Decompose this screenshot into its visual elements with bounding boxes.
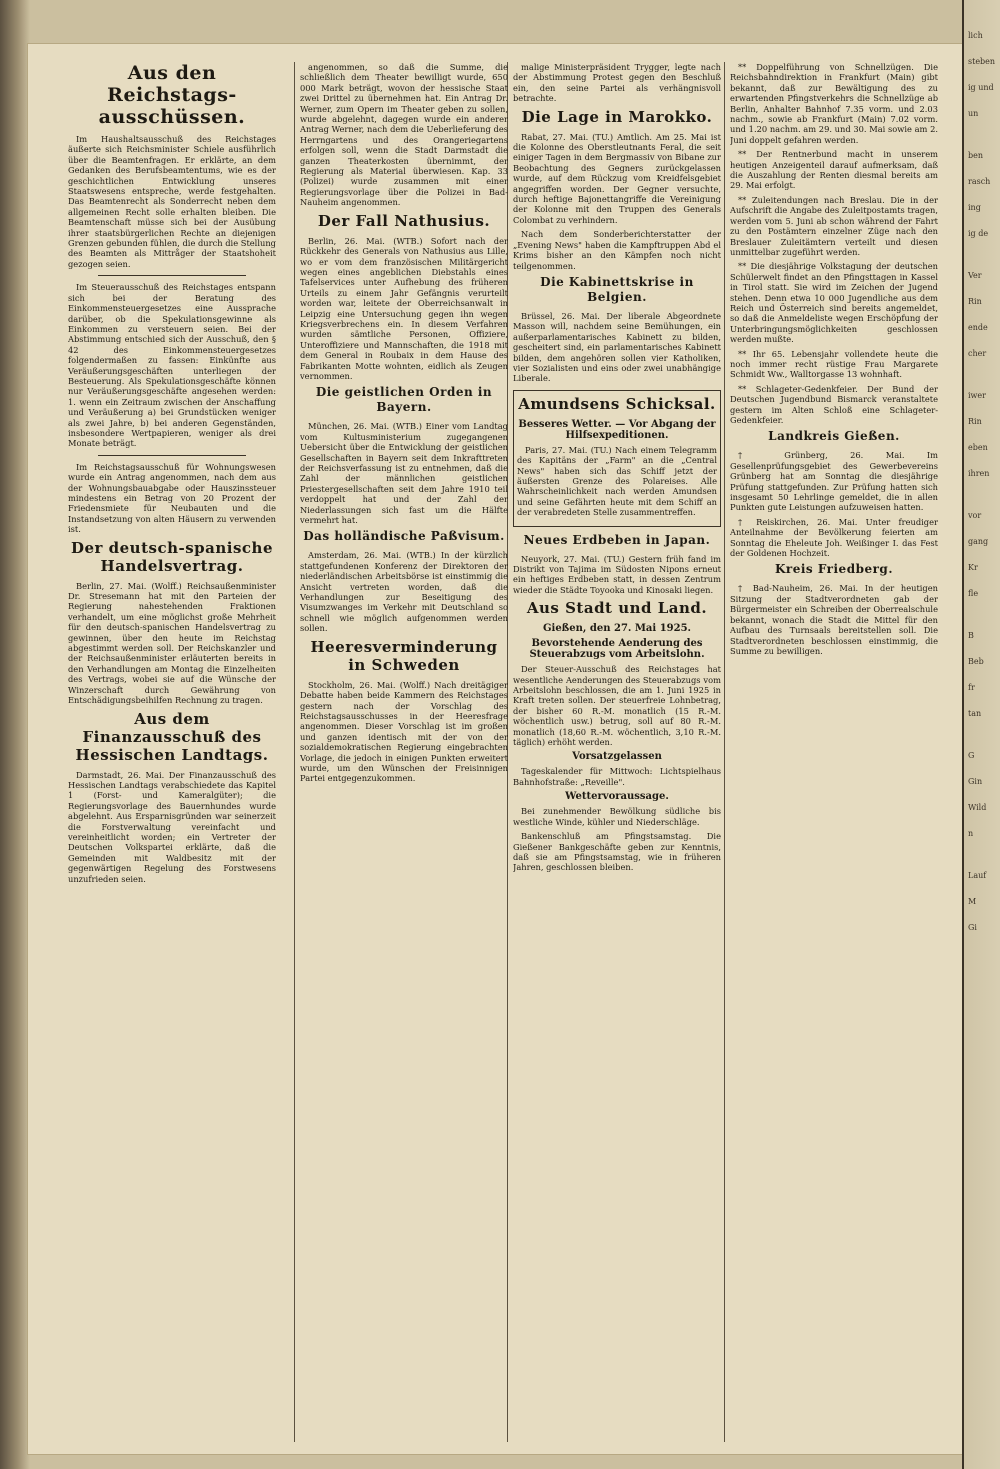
adjacent-page-fragment: ig und	[968, 83, 994, 92]
adjacent-page-fragment: vor	[968, 511, 982, 520]
headline-erdbeben: Neues Erdbeben in Japan.	[523, 532, 711, 547]
headline-paszvisum: Das holländische Paßvisum.	[303, 529, 505, 544]
column-4	[730, 62, 938, 1447]
article-paragraph: Paris, 27. Mai. (TU.) Nach einem Telegramm des Kapitäns der „Farm" an die „Central News" haben sich das Schiff jetzt der äußersten Grenze des Polareises. Alle Wahrscheinlichkeit nach werden Amundsen und seine Gefährten heute mit dem Schiff an der verabredeten Stelle zusammentreffen.	[517, 444, 717, 518]
adjacent-page-fragment: fr	[968, 683, 975, 692]
adjacent-page-fragments	[964, 30, 1000, 934]
adjacent-page-fragment: tan	[968, 709, 982, 718]
headline-finanzausschuss: Aus dem Finanzausschuß des Hessischen Landtags.	[75, 709, 269, 764]
column-rule	[724, 62, 725, 1442]
adjacent-page-fragment: n	[968, 829, 974, 838]
adjacent-page-fragment: Gin	[968, 777, 983, 786]
headline-kreis-friedberg: Kreis Friedberg.	[774, 562, 893, 577]
headline-landkreis-giessen: Landkreis Gießen.	[768, 429, 900, 444]
adjacent-page-fragment: cher	[968, 349, 987, 358]
article-paragraph: † Grünberg, 26. Mai. Im Gesellenprüfungsgebiet des Gewerbevereins Grünberg hat am Sonntag die diesjährige Prüfung stattgefunden. Zur Prüfung hatten sich insgesamt 50 Lehrlinge gemeldet, die in allen Punkten gute Leistungen aufzuweisen hatten.	[730, 450, 938, 513]
headline-stadt-und-land: Aus Stadt und Land.	[526, 599, 708, 618]
article-paragraph: † Bad-Nauheim, 26. Mai. In der heutigen Sitzung der Stadtverordneten gab der Bürgermeister ein Schreiben der Oberrealschule bekannt, wonach die Stadt die Mittel für den Aufbau des Turnsaals bereitstellen soll. Die Stadtverordneten beschlossen einstimmig, die Summe zu bewilligen.	[730, 583, 938, 656]
headline-reichstag-ausschuesse: Aus den Reichstags-ausschüssen.	[98, 62, 246, 128]
column-2	[300, 62, 508, 1447]
column-rule	[294, 62, 295, 1442]
article-paragraph: † Reiskirchen, 26. Mai. Unter freudiger Anteilnahme der Bevölkerung feierten am Sonntag die Eheleute Joh. Weißinger I. das Fest der Goldenen Hochzeit.	[730, 516, 938, 559]
book-binding	[0, 0, 30, 1469]
adjacent-page-fragment: Gi	[968, 923, 977, 932]
article-paragraph: Der Steuer-Ausschuß des Reichstages hat wesentliche Aenderungen des Steuerabzugs vom Arbeitslohn beschlossen, die am 1. Juni 1925 in Kraft treten sollen. Der steuerfreie Lohnbetrag, der bisher 60 R.-M. monatlich (15 R.-M. wöchentlich usw.) betrug, soll auf 80 R.-M. monatlich (18,60 R.-M. wöchentlich, 3,10 R.-M. täglich) erhöht werden.	[513, 664, 721, 748]
article-paragraph: Bankenschluß am Pfingstsamstag. Die Gießener Bankgeschäfte geben zur Kenntnis, daß sie am Pfingstsamstag, wie in früheren Jahren, geschlossen bleiben.	[513, 831, 721, 873]
article-paragraph: Berlin, 27. Mai. (Wolff.) Reichsaußenminister Dr. Stresemann hat mit den Parteien der Regierung nahestehenden Fraktionen verhandelt, um eine möglichst große Mehrheit für den deutsch-spanischen Handelsvertrag zu gewinnen, über den heute im Reichstag abgestimmt werden soll. Der Reichskanzler und der Reichsaußenminister erläuterten bereits in den Verhandlungen am Montag die Einzelheiten des Vertrags, wobei sie auf die Wünsche der Winzerschaft durch Gewährung von Entschädigungsbeihilfen Rechnung zu tragen.	[68, 580, 276, 706]
article-paragraph: Stockholm, 26. Mai. (Wolff.) Nach dreitägiger Debatte haben beide Kammern des Reichstages gestern nach der Vorschlag des Reichstagsausschusses in der Heeresfrage angenommen. Dieser Vorschlag ist im großen und ganzen identisch mit der von der sozialdemokratischen Regierung eingebrachten Vorlage, die jedoch in einigen Punkten erweitert wurde, um den Wünschen der Freisinnigen Partei entgegenzukommen.	[300, 679, 508, 784]
article-paragraph: ** Schlageter-Gedenkfeier. Der Bund der Deutschen Jugendbund Bismarck veranstaltete gestern im Alten Schloß eine Schlageter-Gedenkfeier.	[730, 383, 938, 425]
article-paragraph: München, 26. Mai. (WTB.) Einer vom Landtag vom Kultusministerium zugegangenen Uebersicht über die Entwicklung der geistlichen Gesellschaften in Bayern seit dem Inkrafttreten der Reichsverfassung ist zu entnehmen, daß die Zahl der männlichen geistlichen Priestergesellschaften seit dem Jahre 1910 teil verdoppelt hat und der Zahl der Niederlassungen sich fast um die Hälfte vermehrt hat.	[300, 421, 508, 526]
article-paragraph: Darmstadt, 26. Mai. Der Finanzausschuß des Hessischen Landtags verabschiedete das Kapitel 1 (Forst- und Kameralgüter); die Regierungsvorlage des Bauernhundes wurde abgelehnt. Aus Ersparnisgründen war seinerzeit die Forstverwaltung vereinfacht und vereinheitlicht worden; ein Vertreter der Deutschen Volkspartei erklärte, daß die Gemeinden mit Waldbesitz mit der gegenwärtigen Regelung des Forstwesens unzufrieden seien.	[68, 769, 276, 884]
article-paragraph: Bei zunehmender Bewölkung südliche bis westliche Winde, kühler und Niederschläge.	[513, 806, 721, 827]
adjacent-page-fragment: M	[968, 897, 977, 906]
adjacent-page-edge	[962, 0, 1000, 1469]
subheadline: Wettervoraussage.	[565, 791, 669, 803]
adjacent-page-fragment: B	[968, 631, 974, 640]
adjacent-page-fragment: Lauf	[968, 871, 987, 880]
subheadline: Bevorstehende Aenderung des Steuerabzugs vom Arbeitslohn.	[529, 638, 705, 661]
amundsen-box	[513, 390, 721, 527]
adjacent-page-fragment: lich	[968, 31, 983, 40]
divider	[98, 275, 246, 276]
adjacent-page-fragment: ig de	[968, 229, 989, 238]
article-paragraph: angenommen, so daß die Summe, die schließlich dem Theater bewilligt wurde, 650 000 Mark beträgt, wovon der hessische Staat zwei Drittel zu übernehmen hat. Ein Antrag Dr. Werner, zum Opern im Theater geben zu sollen, wurde abgelehnt, dagegen wurde ein anderer Antrag Werner, nach dem die Ueberlieferung des Herrngartens und des Orangeriegartens erfolgen soll, wenn die Stadt Darmstadt die ganzen Theaterkosten übernimmt, der Regierung als Material überwiesen. Kap. 33 (Polizei) wurde zusammen mit einer Regierungsvorlage über die Polizei in Bad-Nauheim angenommen.	[300, 62, 508, 208]
adjacent-page-fragment: iwer	[968, 391, 986, 400]
article-paragraph: Tageskalender für Mittwoch: Lichtspielhaus Bahnhofstraße: „Reveille".	[513, 766, 721, 787]
adjacent-page-fragment: Rin	[968, 297, 982, 306]
article-paragraph: Neuyork, 27. Mai. (TU.) Gestern früh fand im Distrikt von Tajima im Südosten Nipons erneut ein heftiges Erdbeben statt, in dessen Zentrum wieder die Städte Toyooka und Kinosaki liegen.	[513, 553, 721, 595]
adjacent-page-fragment: rasch	[968, 177, 991, 186]
adjacent-page-fragment: Rin	[968, 417, 982, 426]
article-paragraph: Amsterdam, 26. Mai. (WTB.) In der kürzlich stattgefundenen Konferenz der Direktoren der niederländischen Arbeitsbörse ist einstimmig die Ansicht vertreten worden, daß die Verhandlungen zur Beseitigung des Visumzwanges im Verkehr mit Deutschland so schnell wie möglich aufgenommen werden sollen.	[300, 550, 508, 634]
divider	[98, 455, 246, 456]
column-1	[68, 62, 276, 1447]
article-paragraph: Im Haushaltsausschuß des Reichstages äußerte sich Reichsminister Schiele ausführlich über die Beamtenfragen. Er erklärte, an dem Gedanken des Berufsbeamtentums, wie es der geschichtlichen Entwicklung unseres Staatswesens entspreche, werde festgehalten. Das Beamtenrecht als Sonderrecht neben dem allgemeinen Recht solle erhalten bleiben. Die Beamtenschaft müsse sich bei der Ausübung ihrer staatsbürgerlichen Rechte an diejenigen Grenzen gebunden fühlen, die durch die Stellung des Beamten als Mittråger der Staatshoheit gezogen seien.	[68, 134, 276, 269]
subheadline: Vorsatzgelassen	[572, 751, 662, 763]
adjacent-page-fragment: steben	[968, 57, 996, 66]
adjacent-page-fragment: Beb	[968, 657, 984, 666]
adjacent-page-fragment: eben	[968, 443, 988, 452]
adjacent-page-fragment: fle	[968, 589, 979, 598]
adjacent-page-fragment: G	[968, 751, 975, 760]
headline-handelsvertrag: Der deutsch-spanische Handelsvertrag.	[70, 538, 274, 575]
adjacent-page-fragment: gang	[968, 537, 989, 546]
adjacent-page-fragment: Ver	[968, 271, 982, 280]
adjacent-page-fragment: ende	[968, 323, 988, 332]
adjacent-page-fragment: ing	[968, 203, 981, 212]
article-paragraph: Brüssel, 26. Mai. Der liberale Abgeordnete Masson will, nachdem seine Bemühungen, ein außerparlamentarisches Kabinett zu bilden, gescheitert sind, ein parlamentarisches Kabinett bilden, dem angehören sollen vier Katholiken, vier Sozialisten und eins oder zwei unabhängige Liberale.	[513, 310, 721, 384]
article-paragraph: malige Ministerpräsident Trygger, legte nach der Abstimmung Protest gegen den Beschluß ein, den seine Partei als verhängnisvoll betrachte.	[513, 62, 721, 104]
headline-kabinettskrise: Die Kabinettskrise in Belgien.	[540, 274, 694, 304]
article-paragraph: Rabat, 27. Mai. (TU.) Amtlich. Am 25. Mai ist die Kolonne des Oberstleutnants Feral, die seit einiger Tagen in dem Bergmassiv von Bibane zur Beobachtung des Gegners zurückgelassen wurde, auf dem Rückzug vom Kreidfelsgebiet angegriffen worden. Der Gegner versuchte, durch heftige Bajonettangriffe die Vereinigung der Kolonne mit den Truppen des Generals Colombat zu verhindern.	[513, 131, 721, 225]
article-paragraph: Im Steuerausschuß des Reichstages entspann sich bei der Beratung des Einkommensteuergesetzes eine Aussprache darüber, ob die Spekulationsgewinne als Einkommen zu versteuern seien. Bei der Abstimmung entschied sich der Ausschuß, den § 42 des Einkommensteuergesetzes folgendermaßen zu fassen: Einkünfte aus Veräußerungsgeschäften unterliegen der Besteuerung. Als Spekulationsgeschäfte können nur Veräußerungsgeschäfte angesehen werden: 1. wenn ein Zeitraum zwischen der Anschaffung und Veräußerung a) bei Grundstücken weniger als zwei Jahre, b) bei anderen Gegenständen, insbesondere Wertpapieren, weniger als drei Monate beträgt.	[68, 282, 276, 449]
article-paragraph: ** Die diesjährige Volkstagung der deutschen Schülerwelt findet an den Pfingsttagen in Kassel in Tirol statt. Sie wird im Zeichen der Jugend stehen. Denn etwa 10 000 Jugendliche aus dem Reich und Österreich sind bereits angemeldet, so daß die Anmeldeliste wegen Erschöpfung der Unterbringungsmöglichkeiten geschlossen werden mußte.	[730, 261, 938, 345]
article-paragraph: ** Der Rentnerbund macht in unserem heutigen Anzeigenteil darauf aufmerksam, daß die Auszahlung der Renten diesmal bereits am 29. Mai erfolgt.	[730, 149, 938, 191]
adjacent-page-fragment: ihren	[968, 469, 990, 478]
article-paragraph: Berlin, 26. Mai. (WTB.) Sofort nach der Rückkehr des Generals von Nathusius aus Lille, wo er vom dem französischen Militärgericht wegen eines angeblichen Diebstahls eines Tafelservices unter Aufhebung des früheren Urteils zu einem Jahr Gefängnis verurteilt worden war, leitete der Oberreichsanwalt in Leipzig eine Untersuchung gegen ihn wegen Kriegsverbrechens ein. In diesem Verfahren wurden sämtliche Personen, Offiziere, Unteroffiziere und Mannschaften, die 1918 mit dem General in Roubaix in dem Hause des Fabrikanten Motte wohnten, eidlich als Zeugen vernommen.	[300, 235, 508, 381]
article-paragraph: ** Ihr 65. Lebensjahr vollendete heute die noch immer recht rüstige Frau Margarete Schmidt Ww., Walltorgasse 13 wohnhaft.	[730, 348, 938, 380]
dateline: Gießen, den 27. Mai 1925.	[542, 623, 692, 635]
headline-heeresverminderung: Heeresverminderung in Schweden	[310, 637, 498, 674]
subheadline: Besseres Wetter. — Vor Abgang der Hilfsexpeditionen.	[518, 418, 716, 441]
adjacent-page-fragment: Kr	[968, 563, 978, 572]
article-paragraph: Nach dem Sonderberichterstatter der „Evening News" haben die Kampftruppen Abd el Krims bisher an den Kämpfen noch nicht teilgenommen.	[513, 229, 721, 271]
headline-amundsen: Amundsens Schicksal.	[518, 394, 716, 413]
article-paragraph: ** Zuleitendungen nach Breslau. Die in der Aufschrift die Angabe des Zuleitpostamts tragen, werden vom 5. Juni ab schon während der Fahrt zu den Postämtern einzelner Züge nach den Breslauer Zuleitämtern verteilt und diesen unmittelbar zugeführt werden.	[730, 194, 938, 257]
article-paragraph: ** Doppelführung von Schnellzügen. Die Reichsbahndirektion in Frankfurt (Main) gibt bekannt, daß zur Bewältigung des zu erwartenden Pfingstverkehrs die Schnellzüge ab Berlin, Anhalter Bahnhof 7.35 vorm. und 2.03 nachm., sowie ab Frankfurt (Main) 7.02 vorm. und 1.20 nachm. am 29. und 30. Mai sowie am 2. Juni doppelt gefahren werden.	[730, 62, 938, 145]
adjacent-page-fragment: ben	[968, 151, 984, 160]
column-3	[513, 62, 721, 1447]
adjacent-page-fragment: Wild	[968, 803, 987, 812]
article-paragraph: Im Reichstagsausschuß für Wohnungswesen wurde ein Antrag angenommen, nach dem aus der Wohnungsbauabgabe oder Hauszinssteuer mindestens ein Betrag von 20 Prozent der Friedensmiete für Neubauten und die Instandsetzung von alten Häusern zu verwenden ist.	[68, 461, 276, 535]
adjacent-page-fragment: un	[968, 109, 979, 118]
headline-marokko: Die Lage in Marokko.	[521, 107, 713, 126]
headline-fall-nathusius: Der Fall Nathusius.	[317, 211, 491, 230]
headline-geistliche-orden: Die geistlichen Orden in Bayern.	[315, 385, 493, 415]
